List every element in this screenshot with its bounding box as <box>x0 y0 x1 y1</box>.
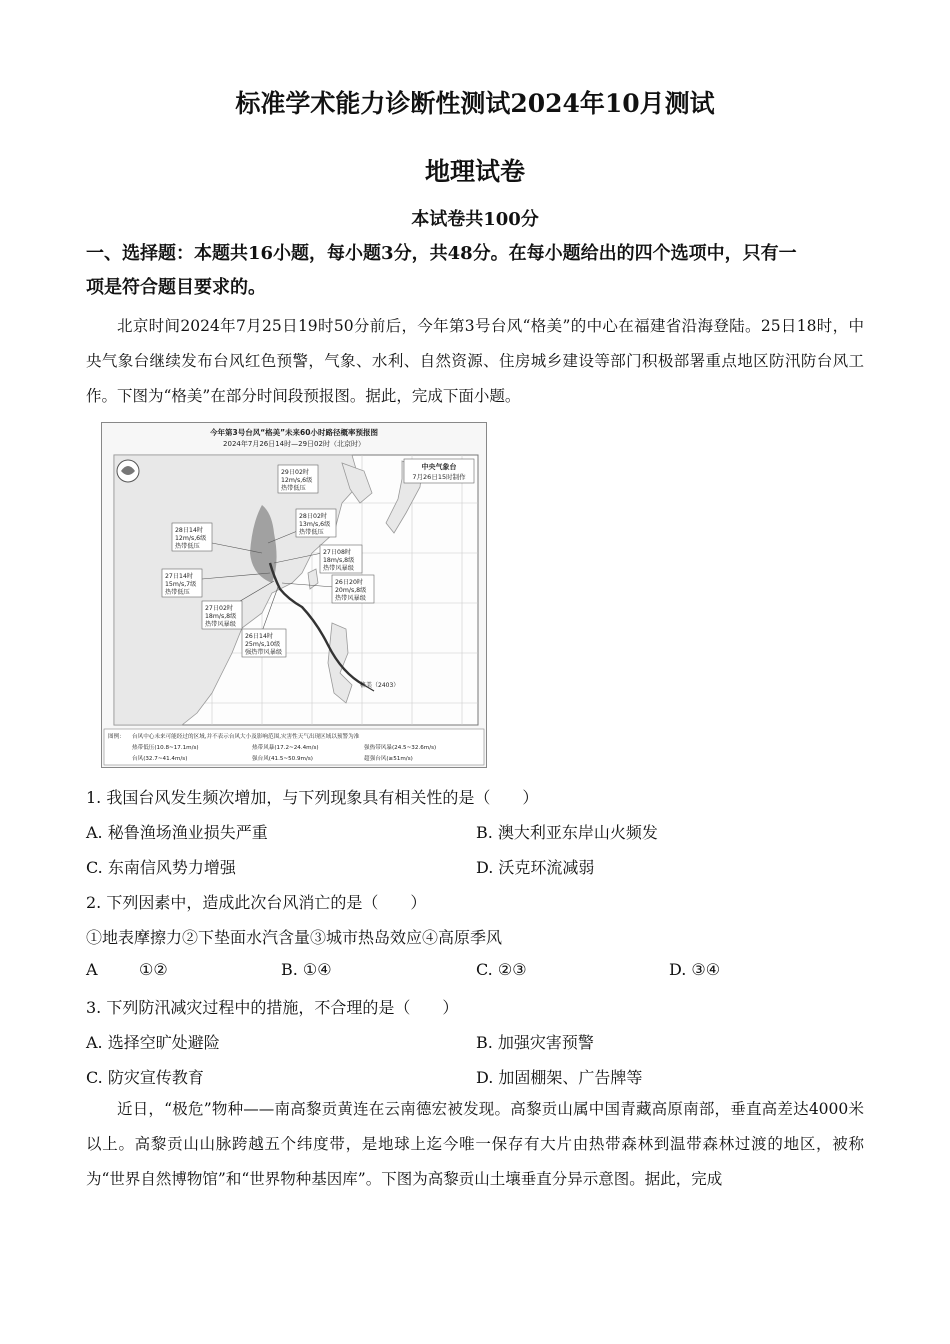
question-2-option-d[interactable]: D. ③④ <box>669 960 721 979</box>
legend-item: 超强台风(≥51m/s) <box>364 756 413 762</box>
callout-wind: 12m/s,6级 <box>281 477 313 484</box>
question-2-factors: ①地表摩擦力②下垫面水汽含量③城市热岛效应④高原季风 <box>86 928 503 947</box>
score-note: 本试卷共100分 <box>411 209 539 230</box>
question-1-option-a[interactable]: A. 秘鲁渔场渔业损失严重 <box>86 823 268 842</box>
callout-type: 热带低压 <box>165 589 190 596</box>
question-2-stem: 2. 下列因素中，造成此次台风消亡的是（ ） <box>86 893 427 912</box>
question-3-stem: 3. 下列防汛减灾过程中的措施，不合理的是（ ） <box>86 998 459 1017</box>
legend-note: 台风中心未来可能经过的区域,并不表示台风大小及影响范围,灾害性天气出现区域以预警为准 <box>132 734 360 740</box>
passage-typhoon: 北京时间2024年7月25日19时50分前后，今年第3号台风“格美”的中心在福建省沿海登陆。25日18时，中央气象台继续发布台风红色预警，气象、水利、自然资源、住房城乡建设等部门积极部署重点地区防汛防台风工作。下图为“格美”在部分时间段预报图。据此，完成下面小题。 <box>86 317 864 405</box>
callout-type: 强热带风暴级 <box>245 649 283 656</box>
callout-time: 28日14时 <box>175 527 204 534</box>
callout-type: 热带风暴级 <box>205 621 236 628</box>
callout-wind: 20m/s,8级 <box>335 587 367 594</box>
section-heading-line2: 项是符合题目要求的。 <box>86 277 266 298</box>
question-2-option-a[interactable]: ①② <box>139 960 168 979</box>
issue-time: 7月26日15时制作 <box>412 473 466 481</box>
legend-item: 强台风(41.5~50.9m/s) <box>252 756 313 762</box>
section-heading <box>86 237 864 305</box>
legend-item: 台风(32.7~41.4m/s) <box>132 756 188 762</box>
map-subtitle: 2024年7月26日14时—29日02时（北京时） <box>223 440 365 448</box>
storm-name: 格美（2403） <box>360 682 400 689</box>
question-1-option-c[interactable]: C. 东南信风势力增强 <box>86 858 236 877</box>
exam-title: 标准学术能力诊断性测试2024年10月测试 <box>235 89 715 118</box>
subject-title: 地理试卷 <box>424 157 525 186</box>
section-heading-line1: 一、选择题：本题共16小题，每小题3分，共48分。在每小题给出的四个选项中，只有一 <box>86 243 797 264</box>
callout-wind: 18m/s,8级 <box>205 613 237 620</box>
question-2-option-a-letter[interactable]: A <box>86 960 98 979</box>
question-1-stem: 1. 我国台风发生频次增加，与下列现象具有相关性的是（ ） <box>86 788 539 807</box>
question-3-option-d[interactable]: D. 加固棚架、广告牌等 <box>476 1068 643 1087</box>
callout-wind: 12m/s,6级 <box>175 535 207 542</box>
callout-type: 热带风暴级 <box>335 595 366 602</box>
question-1-option-b[interactable]: B. 澳大利亚东岸山火频发 <box>476 823 658 842</box>
passage-gaoligong: 近日，“极危”物种——南高黎贡黄连在云南德宏被发现。高黎贡山属中国青藏高原南部，垂直高差达4000米以上。高黎贡山山脉跨越五个纬度带，是地球上迄今唯一保存有大片由热带森林到温带森林过渡的地区，被称为“世界自然博物馆”和“世界物种基因库”。下图为高黎贡山土壤垂直分异示意图。据此，完成 <box>86 1100 864 1188</box>
question-3-option-a[interactable]: A. 选择空旷处避险 <box>86 1033 220 1052</box>
question-3-option-b[interactable]: B. 加强灾害预警 <box>476 1033 594 1052</box>
question-1-option-d[interactable]: D. 沃克环流减弱 <box>476 858 595 877</box>
question-2-option-b[interactable]: B. ①④ <box>281 960 332 979</box>
legend-item: 热带低压(10.8~17.1m/s) <box>132 745 199 751</box>
callout-type: 热带低压 <box>175 543 200 550</box>
callout-time: 28日02时 <box>299 513 328 520</box>
legend-title: 图例： <box>108 734 125 740</box>
callout-type: 热带低压 <box>281 485 306 492</box>
callout-time: 29日02时 <box>281 469 310 476</box>
question-3-option-c[interactable]: C. 防灾宣传教育 <box>86 1068 204 1087</box>
callout-wind: 13m/s,6级 <box>299 521 331 528</box>
typhoon-forecast-map <box>101 422 487 768</box>
callout-time: 26日20时 <box>335 579 364 586</box>
agency-name: 中央气象台 <box>421 463 457 471</box>
callout-type: 热带低压 <box>299 529 324 536</box>
map-title: 今年第3号台风“格美”未来60小时路径概率预报图 <box>209 428 379 437</box>
callout-wind: 25m/s,10级 <box>245 641 281 648</box>
callout-time: 27日14时 <box>165 573 194 580</box>
legend-item: 强热带风暴(24.5~32.6m/s) <box>364 745 437 751</box>
callout-time: 27日08时 <box>323 549 352 556</box>
question-2-option-c[interactable]: C. ②③ <box>476 960 527 979</box>
callout-wind: 15m/s,7级 <box>165 581 197 588</box>
callout-wind: 18m/s,8级 <box>323 557 355 564</box>
callout-type: 热带风暴级 <box>323 565 354 572</box>
callout-time: 27日02时 <box>205 605 234 612</box>
cma-logo-icon <box>117 460 139 482</box>
callout-time: 26日14时 <box>245 633 274 640</box>
legend-item: 热带风暴(17.2~24.4m/s) <box>252 745 319 751</box>
